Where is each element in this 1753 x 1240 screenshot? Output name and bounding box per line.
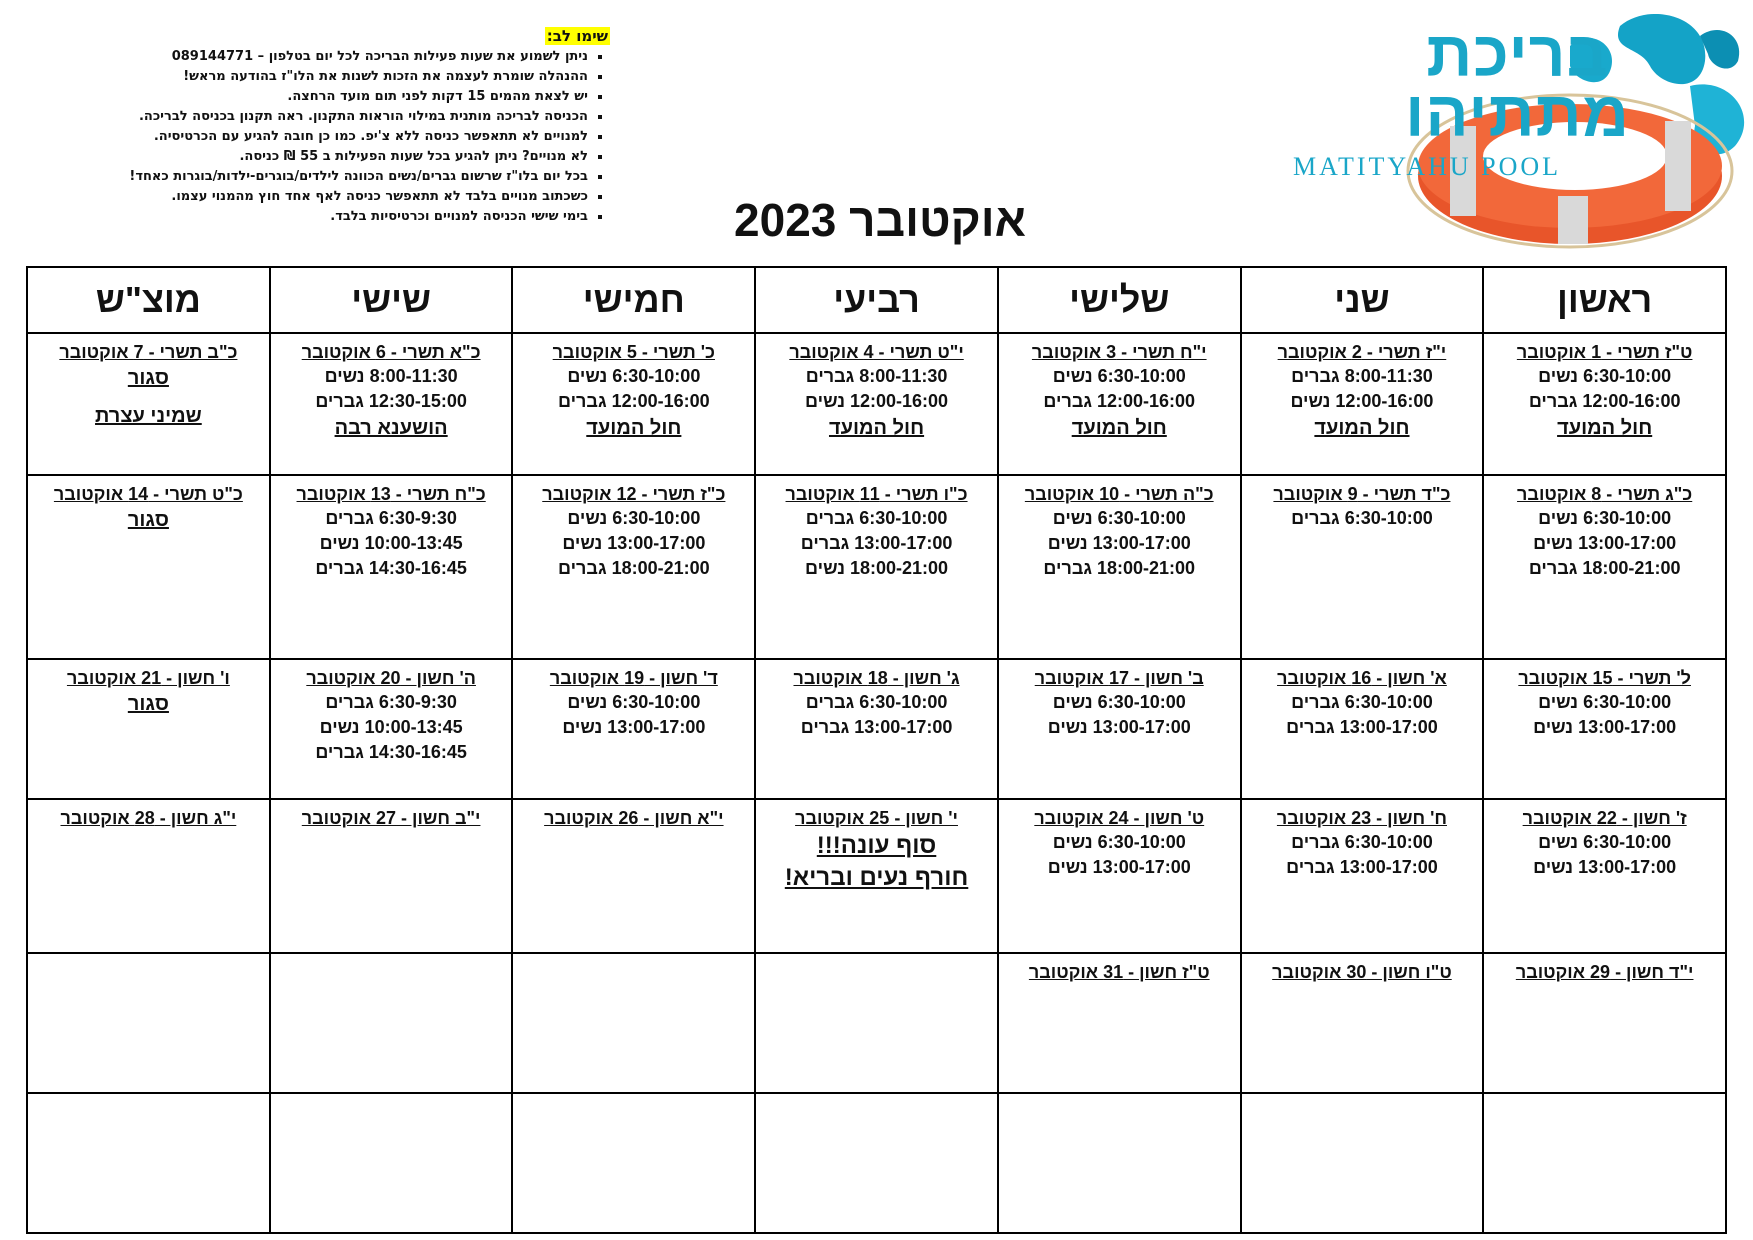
- schedule-slot: 8:00-11:30 נשים: [324, 366, 458, 386]
- season-end-message: סוף עונה!!!: [816, 832, 937, 859]
- day-cell: [270, 953, 513, 1093]
- pool-logo: [1290, 6, 1750, 266]
- schedule-slot: 10:00-13:45 נשים: [319, 717, 463, 737]
- cell-date: כ"ט תשרי - 14 אוקטובר: [53, 484, 243, 504]
- holiday-label: חול המועד: [828, 417, 925, 439]
- schedule-slot: 8:00-11:30 גברים: [1291, 366, 1433, 386]
- day-header: שלישי: [998, 267, 1241, 333]
- season-end-message: חורף נעים ובריא!: [784, 864, 969, 891]
- week-row: [27, 1093, 1726, 1233]
- notice-item: ▪ למנויים לא תתאפשר כניסה ללא צ'יפ. כמו כן חובה להגיע עם הכרטיסיה.: [60, 127, 588, 147]
- cell-date: ז' חשון - 22 אוקטובר: [1522, 808, 1687, 828]
- schedule-slot: 10:00-13:45 נשים: [319, 533, 463, 553]
- cell-date: י"א חשון - 26 אוקטובר: [544, 808, 724, 828]
- day-cell: [1483, 333, 1726, 475]
- week-row: [27, 475, 1726, 659]
- schedule-slot: 12:00-16:00 נשים: [1290, 391, 1434, 411]
- schedule-slot: 6:30-10:00 נשים: [567, 366, 701, 386]
- cell-date: כ"ז תשרי - 12 אוקטובר: [542, 484, 726, 504]
- day-cell: [755, 1093, 998, 1233]
- holiday-label: שמיני עצרת: [95, 405, 202, 427]
- day-cell: [1483, 475, 1726, 659]
- cell-date: כ' תשרי - 5 אוקטובר: [552, 342, 715, 362]
- notice-item: ▪ יש לצאת מהמים 15 דקות לפני תום מועד הרחצה.: [60, 87, 588, 107]
- cell-date: י"ז תשרי - 2 אוקטובר: [1277, 342, 1447, 362]
- notice-box: [60, 26, 610, 227]
- cell-date: כ"א תשרי - 6 אוקטובר: [301, 342, 481, 362]
- day-cell: [998, 659, 1241, 799]
- cell-date: א' חשון - 16 אוקטובר: [1277, 668, 1447, 688]
- schedule-slot: 18:00-21:00 גברים: [1528, 558, 1681, 578]
- notice-item: ▪ בימי שישי הכניסה למנויים וכרטיסיות בלבד.: [60, 207, 588, 227]
- schedule-slot: 13:00-17:00 נשים: [1533, 717, 1677, 737]
- schedule-slot: 12:00-16:00 נשים: [805, 391, 949, 411]
- day-cell: [755, 659, 998, 799]
- schedule-slot: 12:30-15:00 גברים: [315, 391, 467, 411]
- day-cell: [512, 475, 755, 659]
- cell-date: כ"ב תשרי - 7 אוקטובר: [59, 342, 238, 362]
- schedule-slot: 13:00-17:00 נשים: [1533, 857, 1677, 877]
- cell-date: כ"ה תשרי - 10 אוקטובר: [1024, 484, 1214, 504]
- day-cell: [998, 799, 1241, 953]
- holiday-label: חול המועד: [586, 417, 682, 439]
- day-cell: [998, 953, 1241, 1093]
- day-cell: [1241, 333, 1484, 475]
- schedule-slot: 13:00-17:00 נשים: [1047, 857, 1191, 877]
- day-cell: [27, 799, 270, 953]
- day-cell: [270, 799, 513, 953]
- day-cell: [1483, 1093, 1726, 1233]
- day-header: ראשון: [1483, 267, 1726, 333]
- notice-item: ▪ ההנהלה שומרת לעצמה את הזכות לשנות את הלו"ז בהודעה מראש!: [60, 67, 588, 87]
- notice-item: ▪ לא מנויים? ניתן להגיע בכל שעות הפעילות ב 55 ₪ כניסה.: [60, 147, 588, 167]
- schedule-slot: 18:00-21:00 נשים: [805, 558, 949, 578]
- day-cell: [998, 333, 1241, 475]
- cell-date: י"ב חשון - 27 אוקטובר: [301, 808, 481, 828]
- holiday-label: חול המועד: [1071, 417, 1167, 439]
- schedule-slot: 12:00-16:00 גברים: [1043, 391, 1196, 411]
- schedule-slot: 14:30-16:45 גברים: [315, 558, 467, 578]
- day-cell: [512, 659, 755, 799]
- notice-item: ▪ בכל יום בלו"ז שרשום גברים/נשים הכוונה לילדים/בוגרים-ילדות/בוגרות כאחד!: [60, 167, 588, 187]
- schedule-slot: 13:00-17:00 נשים: [562, 533, 706, 553]
- day-cell: [998, 1093, 1241, 1233]
- notice-item: ▪ הכניסה לבריכה מותנית במילוי הוראות התקנון. ראה תקנון בכניסה לבריכה.: [60, 107, 588, 127]
- schedule-slot: 6:30-10:00 גברים: [805, 692, 948, 712]
- schedule-slot: 13:00-17:00 גברים: [1286, 717, 1438, 737]
- notice-title: שימו לב:: [546, 27, 608, 45]
- day-cell: [1241, 475, 1484, 659]
- day-cell: [998, 475, 1241, 659]
- schedule-slot: 18:00-21:00 גברים: [1043, 558, 1196, 578]
- day-cell: [512, 333, 755, 475]
- schedule-slot: 6:30-10:00 נשים: [1052, 366, 1186, 386]
- day-cell: [1483, 799, 1726, 953]
- schedule-slot: 18:00-21:00 גברים: [558, 558, 710, 578]
- schedule-slot: 12:00-16:00 גברים: [1528, 391, 1681, 411]
- day-cell: [27, 333, 270, 475]
- cell-date: ו' חשון - 21 אוקטובר: [66, 668, 230, 688]
- week-row: [27, 659, 1726, 799]
- day-cell: [755, 475, 998, 659]
- notice-item: ▪ כשכתוב מנויים בלבד לא תתאפשר כניסה לאף אחד חוץ מהמנוי עצמו.: [60, 187, 588, 207]
- day-cell: [27, 659, 270, 799]
- day-cell: [1241, 659, 1484, 799]
- day-cell: [1483, 953, 1726, 1093]
- logo-hebrew: בריכת מתתיהו: [1405, 18, 1630, 150]
- day-cell: [512, 799, 755, 953]
- cell-date: ב' חשון - 17 אוקטובר: [1034, 668, 1204, 688]
- day-cell: [1241, 1093, 1484, 1233]
- day-header: שני: [1241, 267, 1484, 333]
- day-header: רביעי: [755, 267, 998, 333]
- day-cell: [755, 953, 998, 1093]
- schedule-slot: 6:30-9:30 גברים: [325, 508, 457, 528]
- week-row: [27, 953, 1726, 1093]
- day-cell: [270, 659, 513, 799]
- day-cell: [270, 475, 513, 659]
- schedule-slot: 13:00-17:00 גברים: [800, 717, 953, 737]
- schedule-slot: 6:30-10:00 נשים: [1052, 692, 1186, 712]
- holiday-label: חול המועד: [1557, 417, 1653, 439]
- day-cell: [755, 799, 998, 953]
- day-cell: [512, 953, 755, 1093]
- cell-date: ט"ז חשון - 31 אוקטובר: [1028, 962, 1210, 982]
- schedule-slot: 6:30-10:00 גברים: [1291, 832, 1433, 852]
- schedule-slot: 13:00-17:00 נשים: [1533, 533, 1677, 553]
- schedule-slot: 6:30-10:00 נשים: [1052, 508, 1186, 528]
- cell-date: כ"ח תשרי - 13 אוקטובר: [296, 484, 486, 504]
- logo-english: MATITYAHU POOL: [1293, 152, 1562, 181]
- schedule-slot: 6:30-10:00 נשים: [567, 508, 701, 528]
- holiday-label: הושענא רבה: [334, 417, 448, 439]
- closed-label: סגור: [127, 509, 169, 531]
- cell-date: ט' חשון - 24 אוקטובר: [1034, 808, 1205, 828]
- schedule-slot: 6:30-10:00 גברים: [1291, 692, 1433, 712]
- schedule-slot: 13:00-17:00 נשים: [1047, 717, 1191, 737]
- cell-date: י"ט תשרי - 4 אוקטובר: [789, 342, 964, 362]
- calendar-table: [26, 266, 1727, 1234]
- cell-date: ג' חשון - 18 אוקטובר: [793, 668, 960, 688]
- day-header: חמישי: [512, 267, 755, 333]
- cell-date: י"ד חשון - 29 אוקטובר: [1515, 962, 1694, 982]
- schedule-slot: 6:30-10:00 נשים: [1052, 832, 1186, 852]
- page-title: אוקטובר 2023: [734, 194, 1026, 246]
- cell-date: י"ח תשרי - 3 אוקטובר: [1031, 342, 1207, 362]
- day-cell: [270, 1093, 513, 1233]
- day-header: שישי: [270, 267, 513, 333]
- schedule-slot: 6:30-10:00 נשים: [1538, 832, 1672, 852]
- week-row: [27, 333, 1726, 475]
- schedule-slot: 6:30-10:00 גברים: [805, 508, 948, 528]
- day-cell: [27, 953, 270, 1093]
- cell-date: ה' חשון - 20 אוקטובר: [306, 668, 476, 688]
- holiday-label: חול המועד: [1314, 417, 1410, 439]
- day-cell: [1483, 659, 1726, 799]
- schedule-slot: 13:00-17:00 נשים: [562, 717, 706, 737]
- schedule-slot: 6:30-10:00 נשים: [567, 692, 701, 712]
- week-row: [27, 799, 1726, 953]
- closed-label: סגור: [127, 367, 169, 389]
- cell-date: כ"ו תשרי - 11 אוקטובר: [785, 484, 968, 504]
- cell-date: ט"ו חשון - 30 אוקטובר: [1272, 962, 1452, 982]
- day-cell: [755, 333, 998, 475]
- day-cell: [512, 1093, 755, 1233]
- schedule-slot: 6:30-10:00 גברים: [1291, 508, 1433, 528]
- day-cell: [270, 333, 513, 475]
- cell-date: כ"ד תשרי - 9 אוקטובר: [1273, 484, 1451, 504]
- day-cell: [1241, 799, 1484, 953]
- day-header: מוצ"ש: [27, 267, 270, 333]
- schedule-slot: 13:00-17:00 גברים: [1286, 857, 1438, 877]
- closed-label: סגור: [127, 693, 169, 715]
- notice-list: [60, 47, 610, 227]
- schedule-slot: 6:30-9:30 גברים: [325, 692, 457, 712]
- day-cell: [27, 475, 270, 659]
- cell-date: י' חשון - 25 אוקטובר: [795, 808, 958, 828]
- schedule-slot: 13:00-17:00 נשים: [1047, 533, 1191, 553]
- day-cell: [27, 1093, 270, 1233]
- schedule-slot: 6:30-10:00 נשים: [1538, 692, 1672, 712]
- cell-date: ל' תשרי - 15 אוקטובר: [1518, 668, 1691, 688]
- cell-date: י"ג חשון - 28 אוקטובר: [60, 808, 237, 828]
- cell-date: כ"ג תשרי - 8 אוקטובר: [1517, 484, 1693, 504]
- schedule-slot: 6:30-10:00 נשים: [1538, 508, 1672, 528]
- notice-item: ▪ ניתן לשמוע את שעות פעילות הבריכה לכל יום בטלפון – 089144771: [60, 47, 588, 67]
- schedule-slot: 6:30-10:00 נשים: [1538, 366, 1672, 386]
- day-header-row: [27, 267, 1726, 333]
- schedule-slot: 14:30-16:45 גברים: [315, 742, 467, 762]
- schedule-slot: 8:00-11:30 גברים: [805, 366, 948, 386]
- cell-date: ט"ז תשרי - 1 אוקטובר: [1516, 342, 1693, 362]
- schedule-slot: 12:00-16:00 גברים: [558, 391, 710, 411]
- day-cell: [1241, 953, 1484, 1093]
- cell-date: ד' חשון - 19 אוקטובר: [549, 668, 718, 688]
- cell-date: ח' חשון - 23 אוקטובר: [1276, 808, 1447, 828]
- schedule-slot: 13:00-17:00 גברים: [800, 533, 953, 553]
